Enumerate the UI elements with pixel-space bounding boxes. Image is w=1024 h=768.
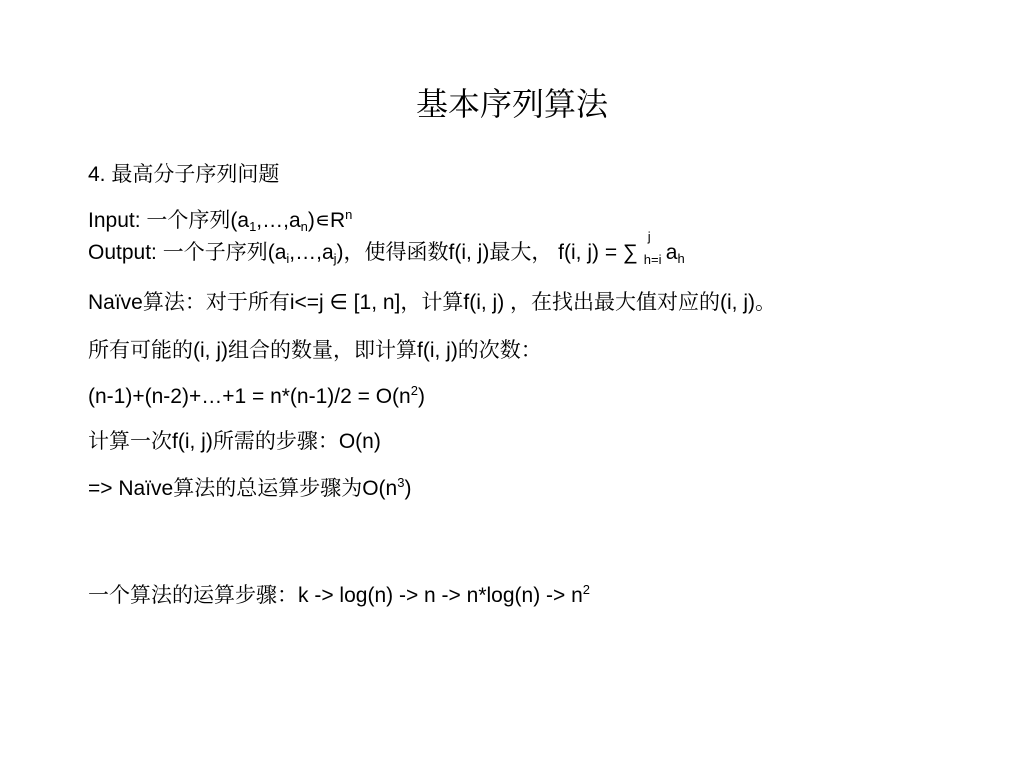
sum-lower-limit: h=i [643,252,662,267]
formula-prefix: (n-1)+(n-2)+…+1 = n*(n-1)/2 = O(n [88,385,411,408]
complexity-sup: 2 [582,582,591,597]
result-sup: 3 [397,475,405,490]
section-heading: 4. 最高分子序列问题 [88,163,280,186]
output-sub-i: i [286,251,290,266]
output-middle: ,…,a [289,241,334,264]
count-formula [88,383,425,411]
formula-sup: 2 [410,383,418,398]
slide-title: 基本序列算法 [415,85,608,123]
output-prefix: Output: 一个子序列(a [88,241,287,264]
combination-count-text: 所有可能的(i, j)组合的数量，即计算f(i, j)的次数： [88,339,542,362]
input-sub-1: 1 [249,219,257,234]
output-definition [88,229,685,267]
result-suffix: ) [404,477,412,500]
complexity-ladder [88,582,590,610]
single-computation-cost: 计算一次f(i, j)所需的步骤：O(n) [88,430,381,453]
sum-term-sub: h [677,251,685,266]
input-prefix: Input: 一个序列(a [88,209,250,232]
input-sub-n: n [300,219,308,234]
output-after: )，使得函数f(i, j)最大， f(i, j) = ∑ [336,241,644,264]
result-prefix: => Naïve算法的总运算步骤为O(n [88,477,398,500]
input-middle: ,…,a [256,209,301,232]
sum-term: a [665,241,678,264]
input-definition [88,207,352,235]
input-sup-n: n [345,207,353,222]
complexity-prefix: 一个算法的运算步骤：k -> log(n) -> n -> n*log(n) -> n [88,584,583,607]
sum-limits [643,229,666,267]
sum-upper-limit: j [647,229,651,244]
naive-total-cost [88,475,411,503]
output-sub-j: j [333,251,337,266]
formula-suffix: ) [417,385,425,408]
input-after: )∊R [307,209,346,232]
naive-algorithm-text: Naïve算法：对于所有i<=j ∈ [1, n]，计算f(i, j) ，在找出最大值对应的(i, j)。 [88,291,777,314]
